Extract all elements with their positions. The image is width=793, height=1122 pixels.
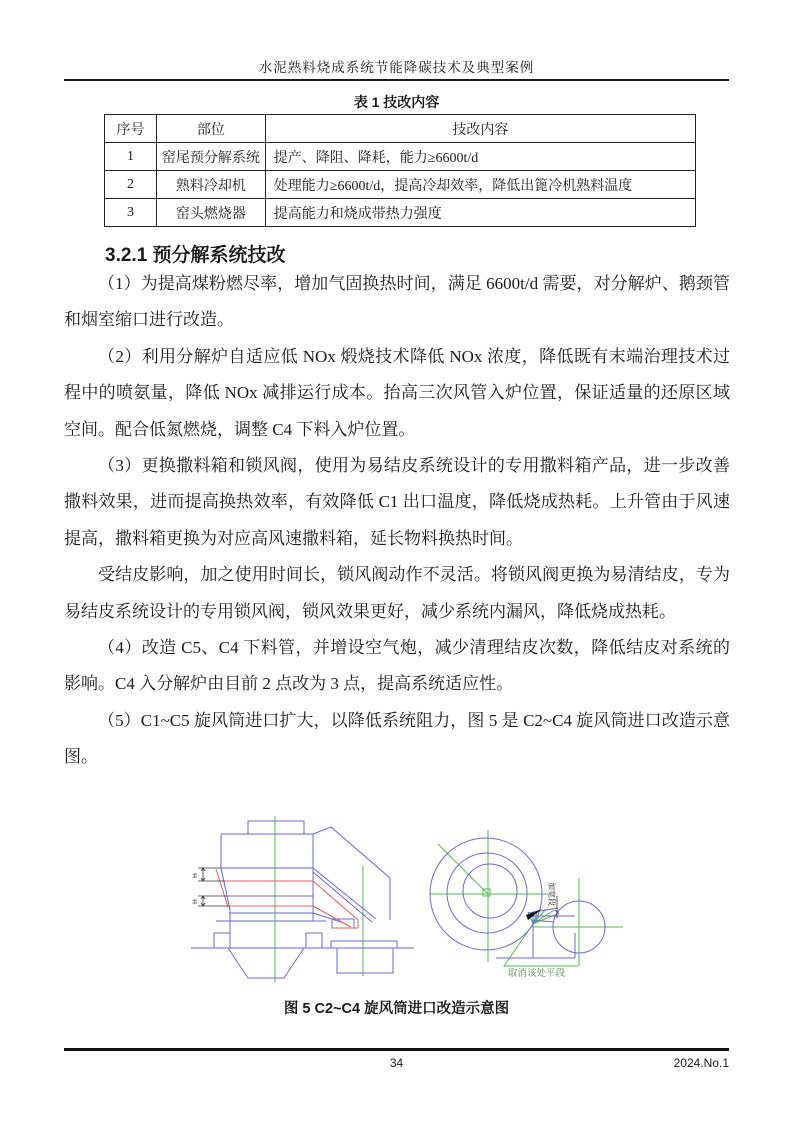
section-heading-text: 3.2.1 预分解系统技改 — [105, 245, 286, 266]
cell-part-3: 窑头燃烧器 — [157, 199, 266, 227]
cyclone-top-view-drawing — [430, 830, 623, 979]
column-header-no: 序号 — [105, 115, 157, 143]
paragraph-4: 受结皮影响，加之使用时间长，锁风阀动作不灵活。将锁风阀更换为易清结皮，专为易结皮系统设计的专用锁风阀，锁风效果更好，减少系统内漏风，降低烧成热耗。 — [64, 565, 730, 621]
figure-5-drawing — [186, 816, 631, 998]
header-rule — [64, 79, 729, 81]
cell-no-3: 3 — [105, 199, 157, 227]
paragraph-1: （1）为提高煤粉燃尽率，增加气固换热时间，满足 6600t/d 需要，对分解炉、鹅颈管和烟室缩口进行改造。 — [64, 274, 730, 330]
table-caption: 表 1 技改内容 — [353, 94, 440, 110]
widened-inlet-wedge — [526, 909, 542, 920]
paragraph-2: （2）利用分解炉自适应低 NOx 煅烧技术降低 NOx 浓度，降低既有末端治理技术过程中的喷氨量，降低 NOx 减排运行成本。抬高三次风管入炉位置，保证适量的还原区域空间。配合低氮燃烧，调整 C4 下料入炉位置。 — [64, 346, 730, 439]
table-header-row — [105, 115, 696, 143]
modification-table — [104, 114, 696, 227]
section-heading — [64, 240, 730, 267]
cell-no-2: 2 — [105, 171, 157, 199]
footer-rule — [64, 1048, 729, 1051]
dimension-label-h-upper: H — [191, 873, 199, 878]
footer-issue-label: 2024.No.1 — [673, 1056, 729, 1070]
paragraph-3: （3）更换撒料箱和锁风阀，使用为易结皮系统设计的专用撒料箱产品，进一步改善撒料效果，进而提高换热效率，有效降低 C1 出口温度，降低烧成热耗。上升管由于风速提高，撒料箱更换为对应高风速撒料箱，延长物料换热时间。 — [64, 456, 730, 548]
cell-content-3: 提高能力和烧成带热力强度 — [265, 199, 695, 227]
cell-part-2: 熟料冷却机 — [157, 171, 266, 199]
dimension-label-h-lower: H — [191, 899, 199, 904]
body-text — [64, 266, 730, 776]
table-row — [105, 199, 696, 227]
table-row — [105, 171, 696, 199]
widen-section-label: 加宽段 — [547, 882, 556, 906]
paragraph-6: （5）C1~C5 旋风筒进口扩大，以降低系统阻力，图 5 是 C2~C4 旋风筒进口改造示意图。 — [64, 710, 730, 767]
table-row — [105, 143, 696, 171]
cell-content-1: 提产、降阻、降耗，能力≥6600t/d — [265, 143, 695, 171]
cyclone-side-view-drawing — [191, 816, 414, 982]
paragraph-5: （4）改造 C5、C4 下料管，并增设空气炮，减少清理结皮次数，降低结皮对系统的影响。C4 入分解炉由目前 2 点改为 3 点，提高系统适应性。 — [64, 638, 730, 694]
column-header-content: 技改内容 — [265, 115, 695, 143]
footer-page-number: 34 — [389, 1056, 404, 1070]
cell-no-1: 1 — [105, 143, 157, 171]
figure-caption: 图 5 C2~C4 旋风筒进口改造示意图 — [283, 1001, 510, 1017]
cell-part-1: 窑尾预分解系统 — [157, 143, 266, 171]
leader-annotation-label: 取消该处平段 — [508, 968, 566, 979]
cell-content-2: 处理能力≥6600t/d，提高冷却效率，降低出篦冷机熟料温度 — [265, 171, 695, 199]
column-header-part: 部位 — [157, 115, 266, 143]
running-header-title: 水泥熟料烧成系统节能降碳技术及典型案例 — [258, 60, 535, 75]
